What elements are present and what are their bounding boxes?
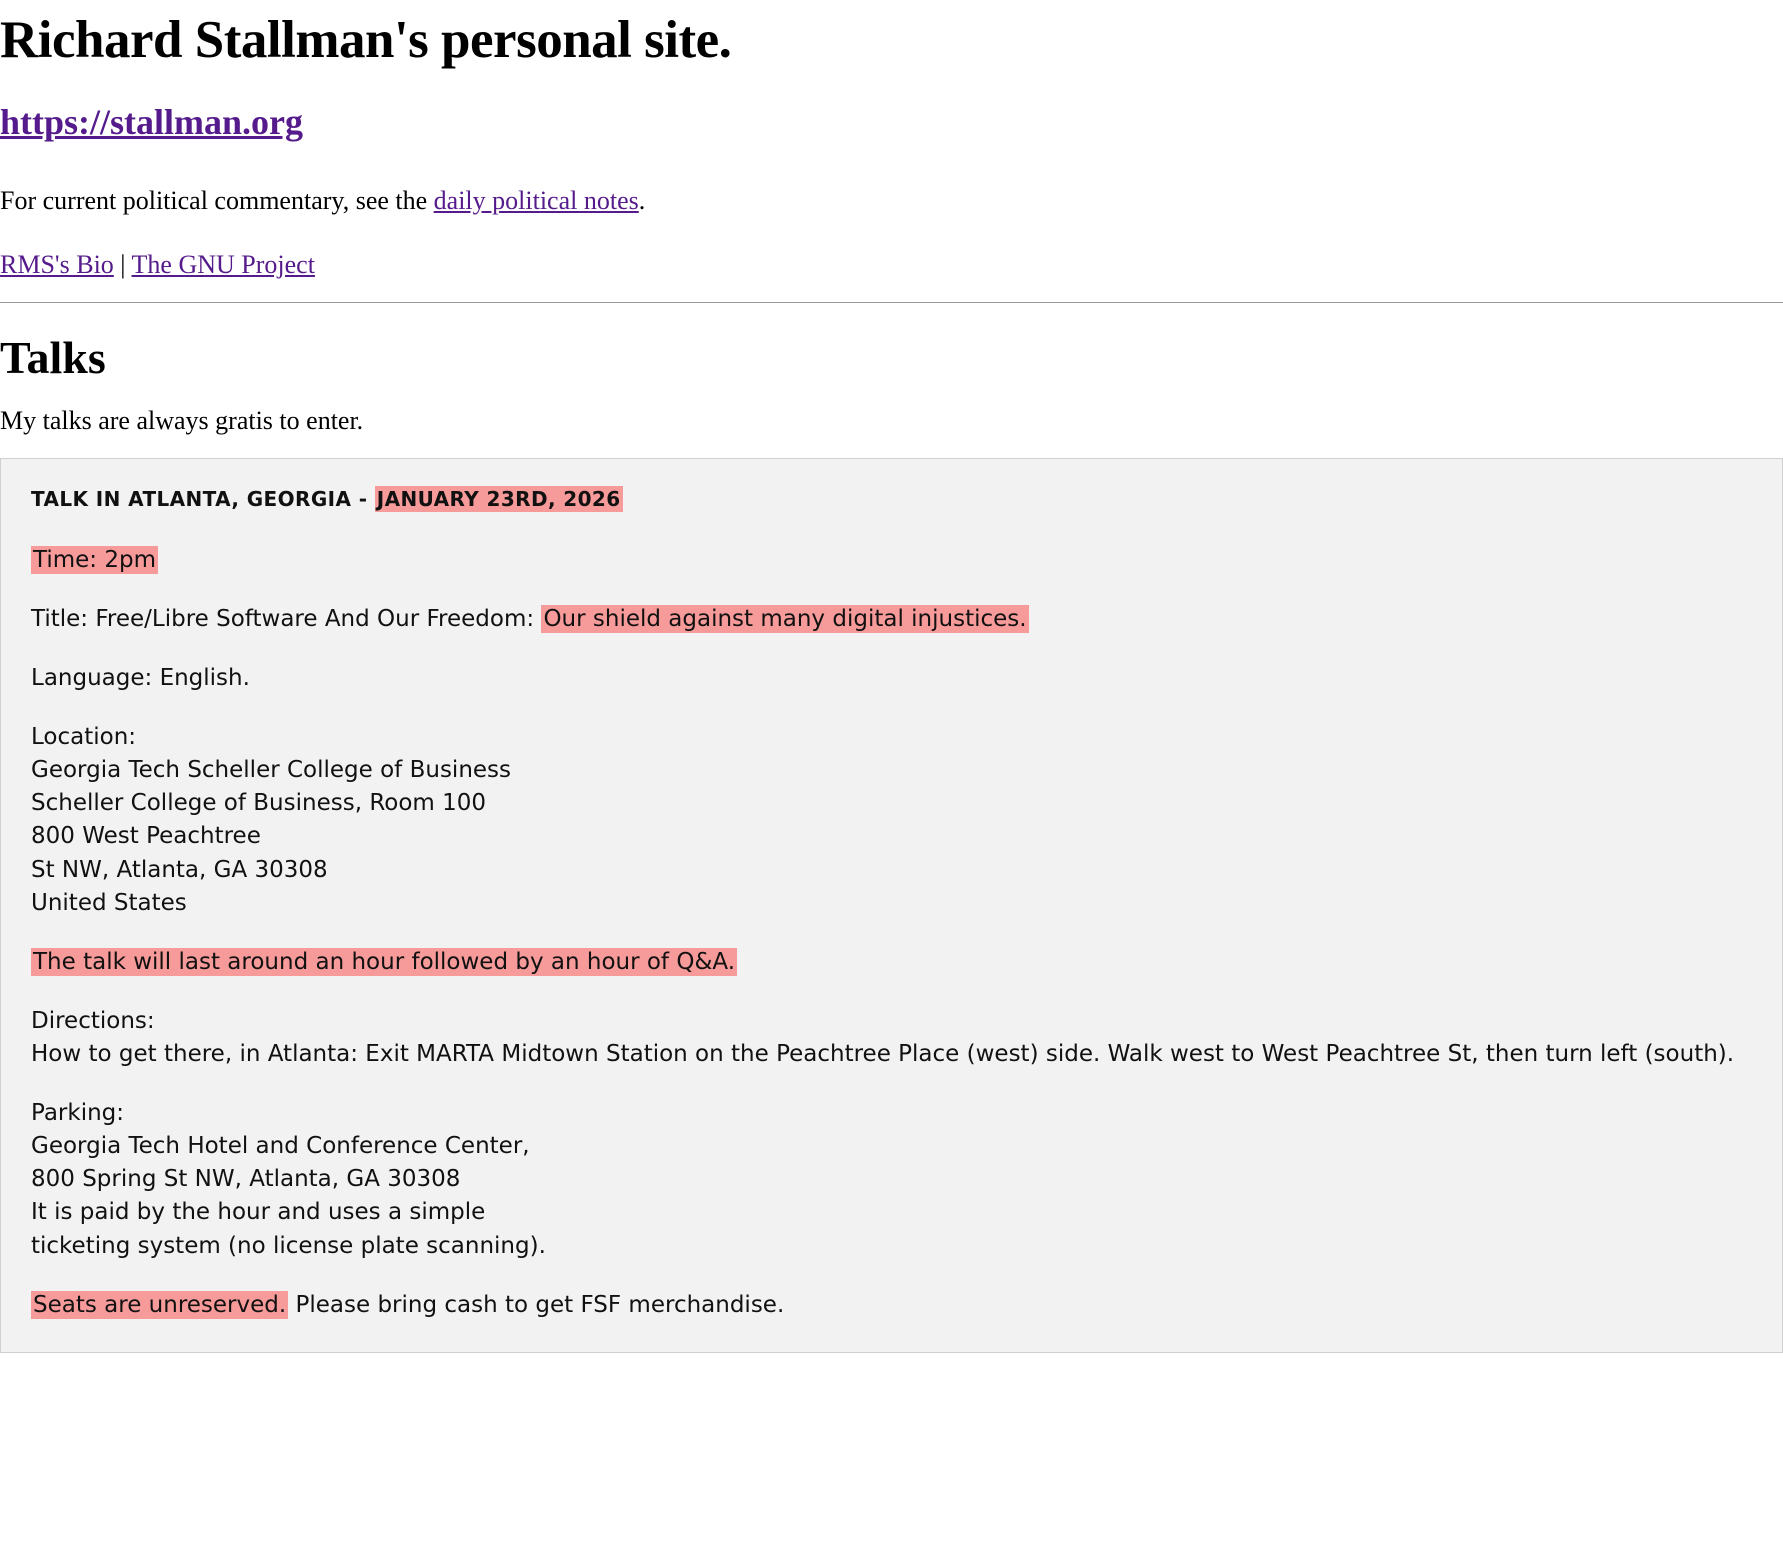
talk-parking [31,1097,1752,1263]
talk-duration-highlight: The talk will last around an hour followed by an hour of Q&A. [33,948,736,975]
parking-line: Georgia Tech Hotel and Conference Center, [31,1133,530,1160]
gnu-project-link[interactable]: The GNU Project [131,250,315,280]
parking-line: 800 Spring St NW, Atlanta, GA 30308 [31,1166,461,1193]
location-line: Scheller College of Business, Room 100 [31,790,487,817]
directions-label: Directions: [31,1007,155,1034]
seats-highlight: Seats are unreserved. [33,1291,287,1318]
political-commentary-line [0,183,1783,218]
location-line: St NW, Atlanta, GA 30308 [31,856,328,883]
talk-header-prefix: TALK IN ATLANTA, GEORGIA - [31,487,375,512]
nav-links [0,250,1783,280]
location-line: United States [31,889,187,916]
talk-title-highlight: Our shield against many digital injustices. [543,605,1027,632]
talk-card [0,458,1783,1353]
talk-date-highlight: JANUARY 23RD, 2026 [376,487,621,512]
location-line: 800 West Peachtree [31,823,261,850]
intro-prefix-text: For current political commentary, see the [0,185,434,215]
talk-seats-row [31,1289,1752,1322]
location-label: Location: [31,724,137,751]
talk-time-row [31,544,1752,577]
talks-note: My talks are always gratis to enter. [0,406,364,436]
talk-location [31,721,1752,920]
daily-political-notes-link[interactable]: daily political notes [433,185,639,215]
talk-language: Language: English. [31,665,250,692]
location-line: Georgia Tech Scheller College of Business [31,757,512,784]
page-title: Richard Stallman's personal site. [0,11,732,69]
talk-title-row [31,603,1752,636]
nav-separator: | [113,250,132,280]
talk-directions [31,1005,1752,1071]
parking-line: ticketing system (no license plate scanning). [31,1232,546,1259]
site-url-link[interactable]: https://stallman.org [0,101,304,142]
talks-heading: Talks [0,332,106,384]
intro-suffix-text: . [638,185,646,215]
parking-label: Parking: [31,1100,125,1127]
seats-rest-text: Please bring cash to get FSF merchandise. [288,1291,785,1318]
rms-bio-link[interactable]: RMS's Bio [0,250,114,280]
talk-duration-row [31,946,1752,979]
parking-line: It is paid by the hour and uses a simple [31,1199,486,1226]
talk-header [31,485,1752,514]
talk-time: Time: 2pm [33,546,156,573]
directions-text: How to get there, in Atlanta: Exit MARTA Midtown Station on the Peachtree Place (west) side. Walk west to West Peachtree St, then turn left (south). [31,1041,1735,1068]
divider [0,302,1783,303]
talk-title-prefix: Title: Free/Libre Software And Our Freedom: [31,605,542,632]
